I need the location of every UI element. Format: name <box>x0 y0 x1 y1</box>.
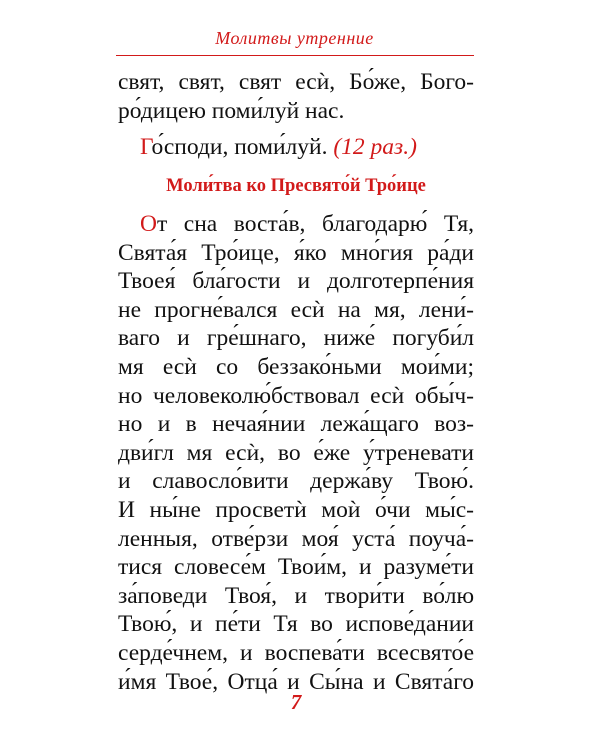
kyrie-text: о́споди, поми́луй. <box>151 134 328 161</box>
text-line: свят, свят, свят есѝ, Бо́же, Бого- <box>118 69 474 95</box>
text-line: мя есѝ со беззако́ньми мои́ми; <box>118 353 474 380</box>
text-line: Твоея́ бла́гости и долготерпе́ния <box>118 268 474 295</box>
text-line: не прогне́вался есѝ на мя, лени́- <box>118 296 474 323</box>
page-number: 7 <box>290 690 302 714</box>
text-line: но и в нечая́нии лежа́щаго воз- <box>118 411 474 438</box>
prayer-title: Моли́тва ко Пресвято́й Тро́ице <box>166 176 426 196</box>
kyrie-initial: Г <box>140 134 152 161</box>
text-line: Твою́, и пе́ти Тя во испове́дании <box>118 611 474 638</box>
text-line: дви́гл мя есѝ, во е́же у́треневати <box>118 439 474 466</box>
text-line: серде́чнем, и воспева́ти всесвято́е <box>118 639 474 666</box>
text-line: за́поведи Твоя́, и твори́ти во́лю <box>118 582 474 609</box>
prayer-body <box>118 210 474 696</box>
text-line: и славосло́вити держа́ву Твою́. <box>118 468 474 495</box>
prayer-first-line-text: т сна воста́в, благодарю́ Тя, <box>156 211 474 237</box>
text-line: ленныя, отве́рзи моя́ уста́ поуча́- <box>118 525 474 552</box>
text-line: и́мя Твое́, Отца́ и Сы́на и Свята́го <box>118 668 474 695</box>
prayer-initial: О <box>140 211 157 237</box>
text-line: И ны́не просветѝ моѝ о́чи мы́с- <box>118 496 474 523</box>
text-line: но человеколю́бствовал есѝ обы́ч- <box>118 382 474 409</box>
running-head: Молитвы утренние <box>215 28 374 48</box>
text-line: ро́дицею поми́луй нас. <box>118 97 345 124</box>
kyrie-line <box>118 133 474 162</box>
text-line: Свята́я Тро́ице, я́ко мно́гия ра́ди <box>118 239 474 266</box>
opening-text <box>118 68 474 162</box>
text-line: тися словесе́м Твои́м, и разуме́ти <box>118 554 474 581</box>
header-rule <box>116 55 474 56</box>
repetition-rubric: (12 раз.) <box>333 134 417 161</box>
prayer-first-line <box>118 210 474 239</box>
text-line: ваго и гре́шнаго, ниже́ погуби́л <box>118 325 474 352</box>
